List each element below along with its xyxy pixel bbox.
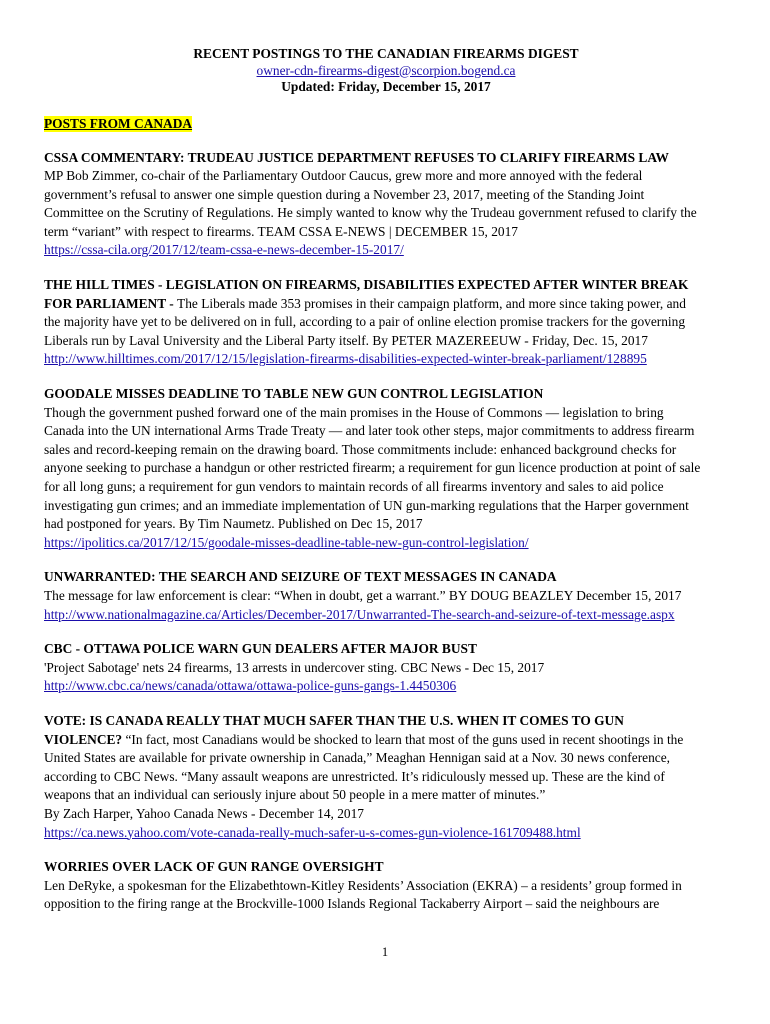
item-text-line: Though the government pushed forward one of the main promises in the House of Commons — legislation to bring [44,404,664,420]
item-link[interactable]: https://cssa-cila.org/2017/12/team-cssa-e-news-december-15-2017/ [44,242,404,258]
item-text-line: United States are available for private ownership in Canada,” Meaghan Hennigan said at a Nov. 30 news conference, [44,750,671,766]
item-headline: UNWARRANTED: THE SEARCH AND SEIZURE OF TEXT MESSAGES IN CANADA [44,569,557,585]
item-link[interactable]: http://www.nationalmagazine.ca/Articles/December-2017/Unwarranted-The-search-and-seizure-of-text-message.aspx [44,606,675,622]
digest-item [44,149,728,261]
item-text-line: government’s refusal to answer one simple question during a November 23, 2017, meeting of the Standing Joint [44,186,645,202]
item-lead-text: “In fact, most Canadians would be shocked to learn that most of the guns used in recent shootings in the [125,731,684,747]
item-text-line: opposition to the firing range at the Brockville-1000 Islands Regional Tackaberry Airport – said the neighbours are [44,896,660,912]
page-number: 1 [381,945,389,959]
item-text-line: according to CBC News. “Many assault weapons are unrestricted. It’s ridiculously messed up. These are the kind of [44,768,665,784]
item-text-line: By Zach Harper, Yahoo Canada News - December 14, 2017 [44,805,365,821]
item-headline: WORRIES OVER LACK OF GUN RANGE OVERSIGHT [44,859,384,875]
digest-item [44,712,728,842]
digest-item [44,858,728,914]
item-text-line: Liberals run by Laval University and the Liberal Party itself. By PETER MAZEREEUW - Friday, Dec. 15, 2017 [44,332,648,348]
item-headline: VOTE: IS CANADA REALLY THAT MUCH SAFER THAN THE U.S. WHEN IT COMES TO GUN [44,712,624,728]
document-title: RECENT POSTINGS TO THE CANADIAN FIREARMS DIGEST [193,46,579,61]
item-headline: CBC - OTTAWA POLICE WARN GUN DEALERS AFTER MAJOR BUST [44,641,477,657]
digest-item [44,385,728,552]
digest-item [44,568,728,624]
item-text-line: MP Bob Zimmer, co-chair of the Parliamentary Outdoor Caucus, grew more and more annoyed with the federal [44,168,643,184]
item-text-line: the majority have yet to be delivered on in full, according to a pair of online election promise trackers for the governing [44,314,686,330]
item-text-line: Canada into the UN international Arms Trade Treaty — and later took other steps, major commitments to address firearm [44,423,695,439]
section-label: POSTS FROM CANADA [44,115,193,131]
document-page [44,0,728,914]
item-text-line: for all long guns; a requirement for gun vendors to maintain records of all firearms inventory and sales to aid police [44,479,664,494]
item-text-line: investigating gun crimes; and an immediate implementation of UN gun-marking regulations that the Harper government [44,497,689,513]
document-header [44,46,728,96]
item-text-line: Committee on the Scrutiny of Regulations. He simply wanted to know why the Trudeau government refused to clarify the [44,205,697,221]
item-lead-text: The Liberals made 353 promises in their campaign platform, and more since taking power, and [177,295,686,311]
item-link[interactable]: http://www.hilltimes.com/2017/12/15/legislation-firearms-disabilities-expected-winter-break-parliament/128895 [44,351,647,367]
item-headline-continued: VIOLENCE? [44,731,126,747]
item-text-line: weapons that an individual can seriously injure about 50 people in a mere matter of minutes.” [44,787,546,803]
item-text-line: Len DeRyke, a spokesman for the Elizabethtown-Kitley Residents’ Association (EKRA) – a residents’ group formed in [44,877,682,893]
item-text-line: sales and record-keeping remain on the drawing board. Those commitments include: enhanced background checks for [44,441,677,457]
item-text-line: anyone seeking to purchase a handgun or other restricted firearm; a requirement for gun licence production at point of sale [44,460,701,476]
item-text-line: had postponed for years. By Tim Naumetz. Published on Dec 15, 2017 [44,516,423,532]
item-link[interactable]: https://ca.news.yahoo.com/vote-canada-really-much-safer-u-s-comes-gun-violence-161709488.html [44,824,581,840]
item-text-line: term “variant” with respect to firearms. TEAM CSSA E-NEWS | DECEMBER 15, 2017 [44,223,519,239]
digest-email-link[interactable]: owner-cdn-firearms-digest@scorpion.bogend.ca [256,62,516,78]
item-link[interactable]: http://www.cbc.ca/news/canada/ottawa/ottawa-police-guns-gangs-1.4450306 [44,678,457,694]
item-text-line: The message for law enforcement is clear: “When in doubt, get a warrant.” BY DOUG BEAZLEY December 15, 2017 [44,587,682,603]
item-headline: CSSA COMMENTARY: TRUDEAU JUSTICE DEPARTMENT REFUSES TO CLARIFY FIREARMS LAW [44,149,669,165]
item-link[interactable]: https://ipolitics.ca/2017/12/15/goodale-misses-deadline-table-new-gun-control-legislation/ [44,534,529,550]
updated-date: Updated: Friday, December 15, 2017 [281,79,491,94]
digest-item [44,640,728,696]
item-headline: GOODALE MISSES DEADLINE TO TABLE NEW GUN CONTROL LEGISLATION [44,386,544,402]
item-text-line: 'Project Sabotage' nets 24 firearms, 13 arrests in undercover sting. CBC News - Dec 15, 2017 [44,659,545,675]
item-headline: THE HILL TIMES - LEGISLATION ON FIREARMS, DISABILITIES EXPECTED AFTER WINTER BREAK [44,277,689,293]
digest-item [44,276,728,369]
item-headline-continued: FOR PARLIAMENT - [44,295,178,311]
